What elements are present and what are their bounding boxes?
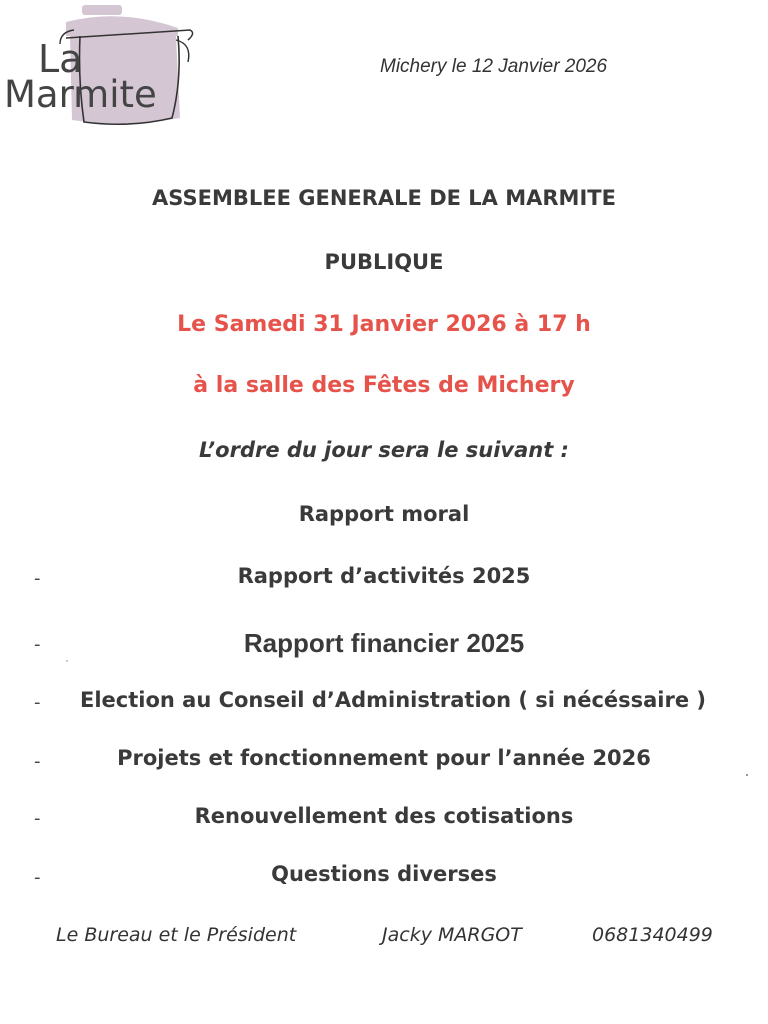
agenda-item: Rapport moral (298, 502, 470, 526)
agenda-bullet: - (34, 568, 41, 589)
agenda-item: Rapport financier 2025 (243, 628, 525, 658)
document-subtitle: PUBLIQUE (324, 250, 444, 274)
agenda-item: Projets et fonctionnement pour l’année 2026 (117, 746, 651, 770)
scan-speck (746, 774, 748, 776)
signatory: Le Bureau et le Président (56, 924, 297, 946)
document-title: ASSEMBLEE GENERALE DE LA MARMITE (152, 186, 616, 210)
agenda-item: Renouvellement des cotisations (194, 804, 574, 828)
event-date: Le Samedi 31 Janvier 2026 à 17 h (177, 312, 591, 337)
phone-number: 0681340499 (592, 924, 713, 946)
logo-text-marmite: Marmite (4, 73, 157, 116)
signatory-name: Jacky MARGOT (382, 924, 522, 946)
agenda-bullet: - (34, 634, 41, 655)
event-place: à la salle des Fêtes de Michery (193, 373, 575, 398)
agenda-item: Election au Conseil d’Administration ( si nécéssaire ) (79, 688, 707, 712)
agenda-bullet: - (34, 751, 41, 772)
scan-speck (66, 660, 68, 662)
agenda-bullet: - (34, 692, 41, 713)
letter-date: Michery le 12 Janvier 2026 (380, 56, 608, 77)
agenda-bullet: - (34, 867, 41, 888)
agenda-bullet: - (34, 808, 41, 829)
agenda-item: Questions diverses (271, 862, 497, 886)
la-marmite-logo (0, 0, 200, 130)
agenda-item: Rapport d’activités 2025 (237, 564, 531, 588)
logo-text-la: La (38, 37, 83, 81)
agenda-intro: L’ordre du jour sera le suivant : (199, 438, 569, 462)
